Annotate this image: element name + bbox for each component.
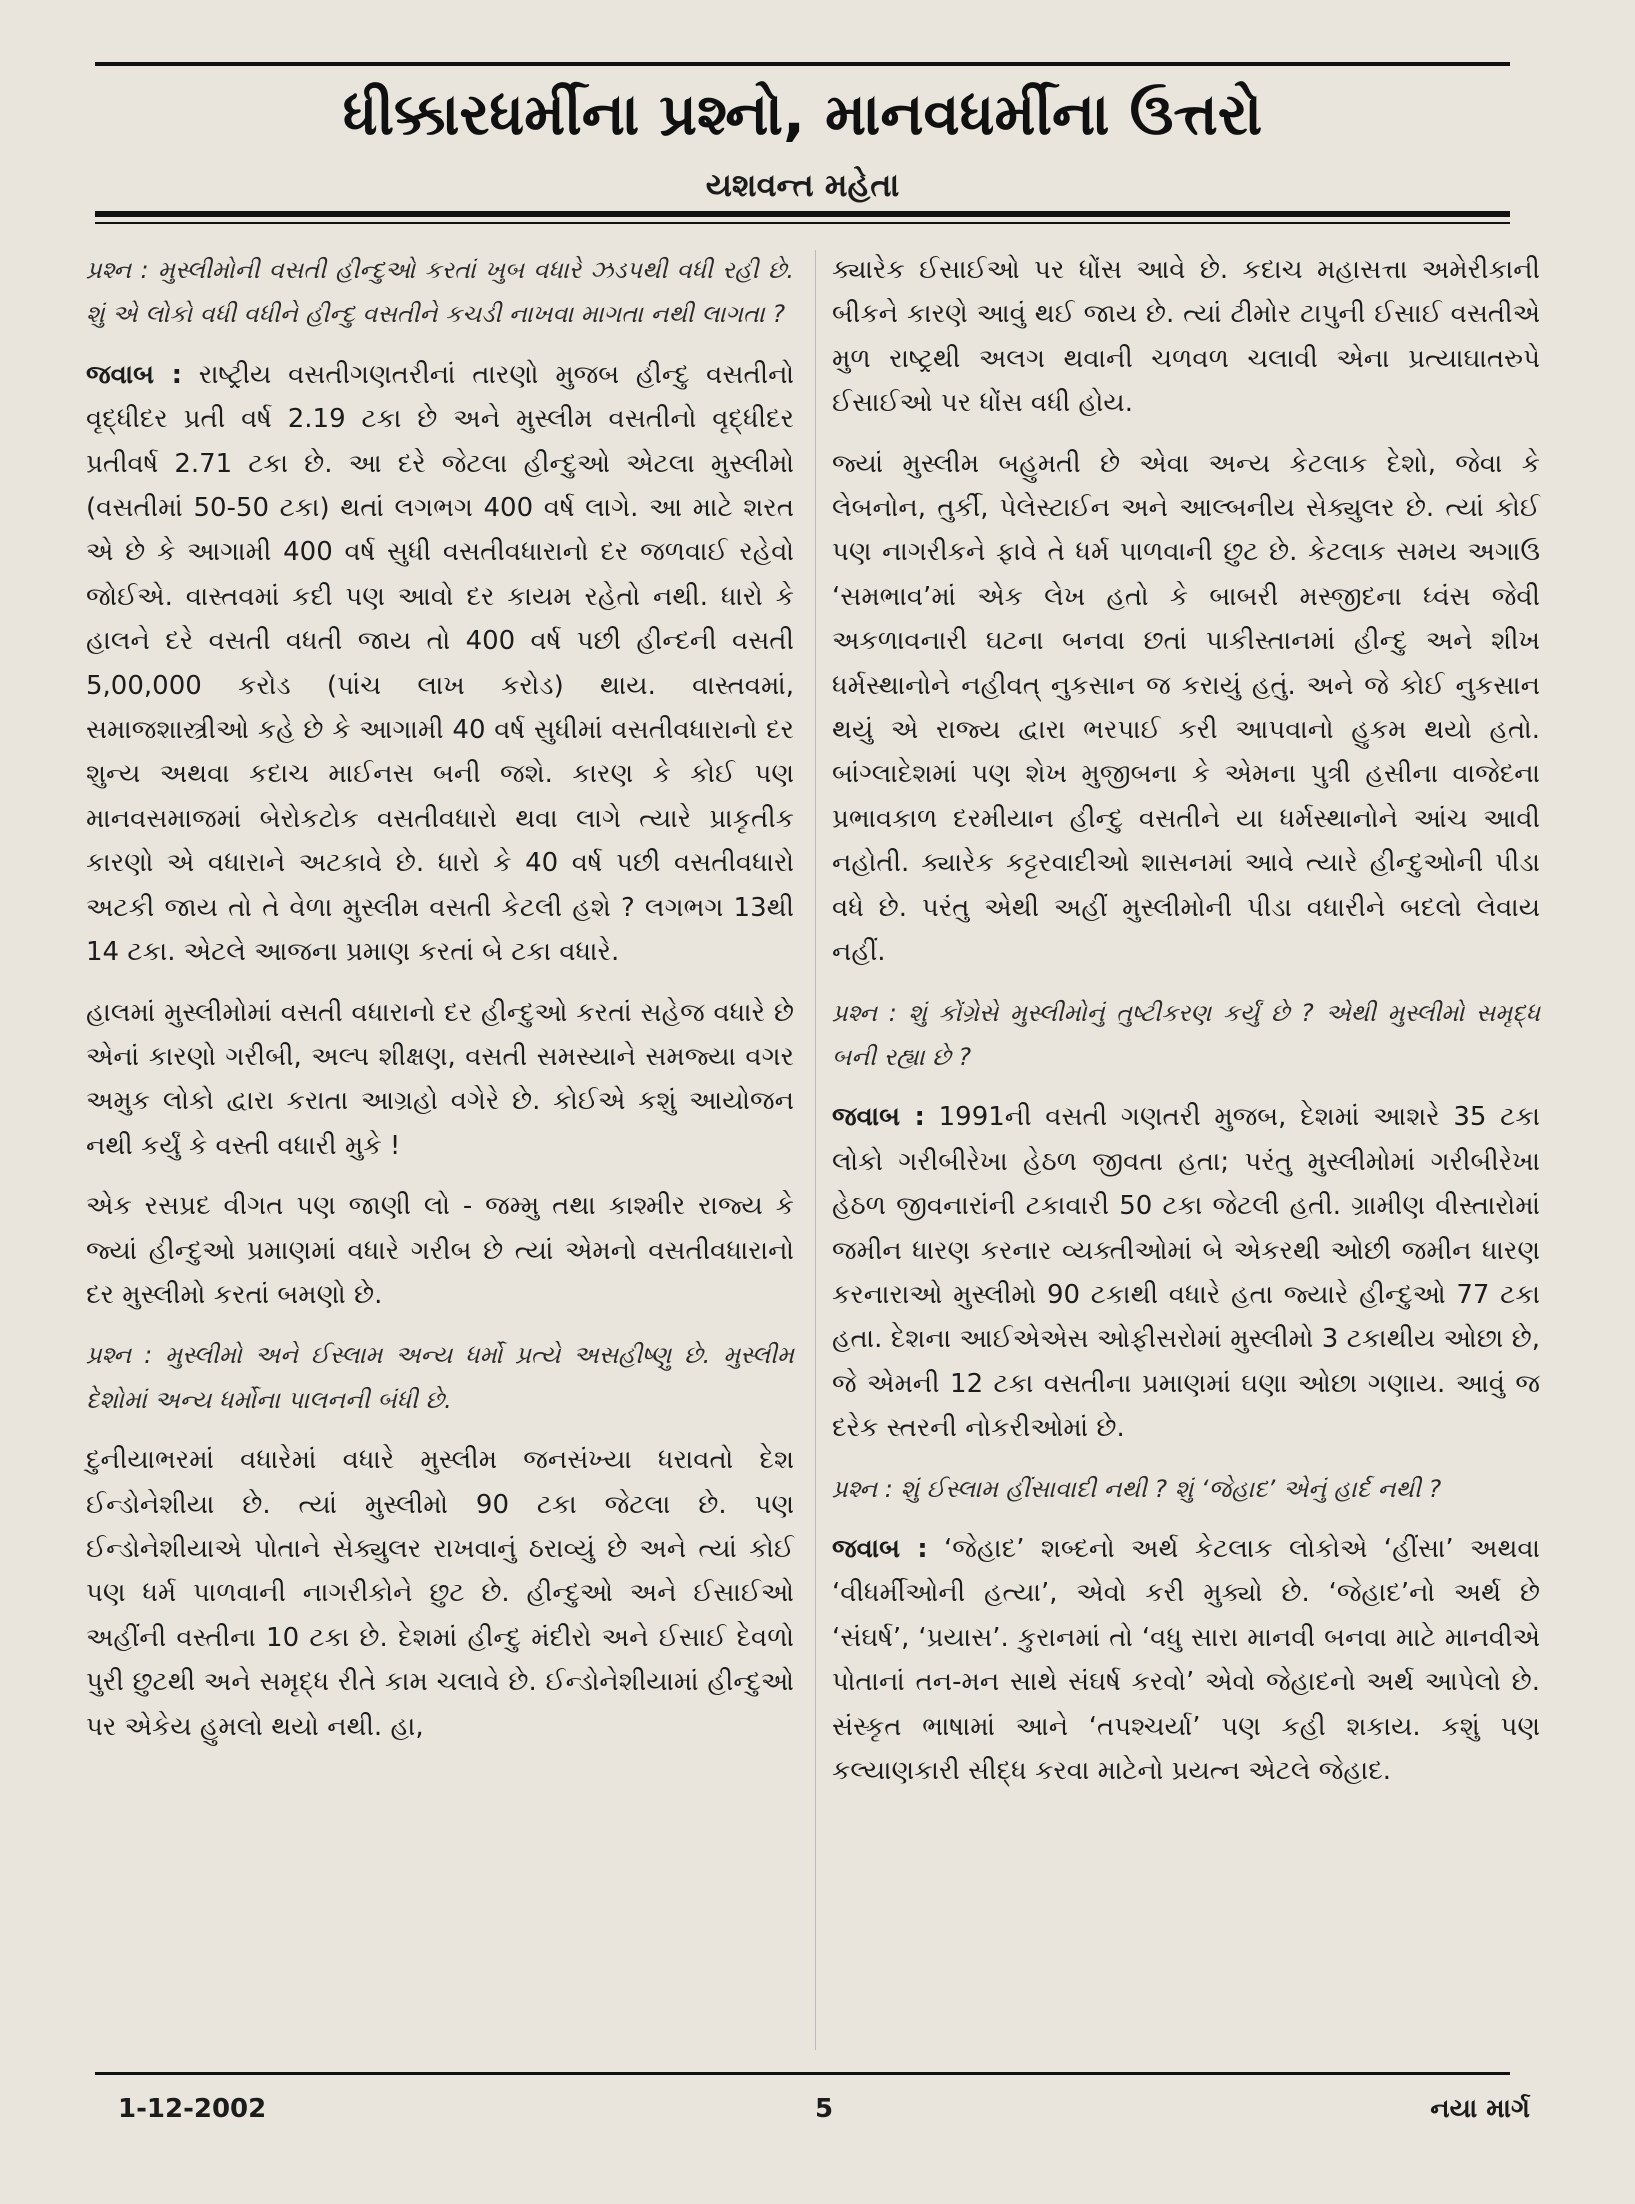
publication-name: નયા માર્ગ [1430,2094,1530,2124]
question-4: પ્રશ્ન : શું ઈસ્લામ હીંસાવાદી નથી ? શું ‘જેહાદ’ એનું હાર્દ નથી ? [832,1474,1442,1503]
answer-label: જવાબ : [86,359,183,390]
page-footer [90,2094,1530,2134]
column-divider [815,250,816,2050]
footer-rule [95,2072,1510,2075]
page-number: 5 [815,2094,834,2124]
question-3: પ્રશ્ન : શું કોંગ્રેસે મુસ્લીમોનું તુષ્ટીકરણ કર્યું છે ? એથી મુસ્લીમો સમૃદ્ધ બની રહ્યા છે ? [832,998,1540,1071]
article-title: ધીક્કારધર્મીના પ્રશ્નો, માનવધર્મીના ઉત્તરો [342,80,1263,148]
answer-3-text: 1991ની વસતી ગણતરી મુજબ, દેશમાં આશરે 35 ટકા લોકો ગરીબીરેખા હેઠળ જીવતા હતા; પરંતુ મુસ્લીમોમાં ગરીબીરેખા હેઠળ જીવનારાંની ટકાવારી 50 ટકા જેટલી હતી. ગ્રામીણ વીસ્તારોમાં જમીન ધારણ કરનાર વ્યક્તીઓમાં બે એકરથી ઓછી જમીન ધારણ કરનારાઓ મુસ્લીમો 90 ટકાથી વધારે હતા જ્યારે હીન્દુઓ 77 ટકા હતા. દેશના આઈએએસ ઓફીસરોમાં મુસ્લીમો 3 ટકાથીય ઓછા છે, જે એમની 12 ટકા વસતીના પ્રમાણમાં ઘણા ઓછા ગણાય. આવું જ દરેક સ્તરની નોકરીઓમાં છે. [832,1102,1540,1444]
answer-3 [832,1095,1540,1450]
paragraph: હાલમાં મુસ્લીમોમાં વસતી વધારાનો દર હીન્દુઓ કરતાં સહેજ વધારે છે એનાં કારણો ગરીબી, અલ્પ શીક્ષણ, વસતી સમસ્યાને સમજ્યા વગર અમુક લોકો દ્વારા કરાતા આગ્રહો વગેરે છે. કોઈએ કશું આયોજન નથી કર્યું કે વસ્તી વધારી મુકે ! [86,997,794,1161]
answer-4 [832,1527,1540,1793]
answer-label: જવાબ : [832,1102,925,1133]
right-column [832,248,1540,1809]
paragraph: એક રસપ્રદ વીગત પણ જાણી લો - જમ્મુ તથા કાશ્મીર રાજ્ય કે જ્યાં હીન્દુઓ પ્રમાણમાં વધારે ગરીબ છે ત્યાં એમનો વસતીવધારાનો દર મુસ્લીમો કરતાં બમણો છે. [86,1191,794,1310]
answer-1-text: રાષ્ટ્રીય વસતીગણતરીનાં તારણો મુજબ હીન્દુ વસતીનો વૃદ્ધીદર પ્રતી વર્ષ 2.19 ટકા છે અને મુસ્લીમ વસતીનો વૃદ્ધીદર પ્રતીવર્ષ 2.71 ટકા છે. આ દરે જેટલા હીન્દુઓ એટલા મુસ્લીમો (વસતીમાં 50-50 ટકા) થતાં લગભગ 400 વર્ષ લાગે. આ માટે શરત એ છે કે આગામી 400 વર્ષ સુધી વસતીવધારાનો દર જળવાઈ રહેવો જોઈએ. વાસ્તવમાં કદી પણ આવો દર કાયમ રહેતો નથી. ધારો કે હાલને દરે વસતી વધતી જાય તો 400 વર્ષ પછી હીન્દની વસતી 5,00,000 કરોડ (પાંચ લાખ કરોડ) થાય. વાસ્તવમાં, સમાજશાસ્ત્રીઓ કહે છે કે આગામી 40 વર્ષ સુધીમાં વસતીવધારાનો દર શુન્ય અથવા કદાચ માઈનસ બની જશે. કારણ કે કોઈ પણ માનવસમાજમાં બેરોકટોક વસતીવધારો થવા લાગે ત્યારે પ્રાકૃતીક કારણો એ વધારાને અટકાવે છે. ધારો કે 40 વર્ષ પછી વસતીવધારો અટકી જાય તો તે વેળા મુસ્લીમ વસતી કેટલી હશે ? લગભગ 13થી 14 ટકા. એટલે આજના પ્રમાણ કરતાં બે ટકા વધારે. [86,359,794,968]
paragraph: ક્યારેક ઈસાઈઓ પર ધોંસ આવે છે. કદાચ મહાસત્તા અમેરીકાની બીકને કારણે આવું થઈ જાય છે. ત્યાં ટીમોર ટાપુની ઈસાઈ વસતીએ મુળ રાષ્ટ્રથી અલગ થવાની ચળવળ ચલાવી એના પ્રત્યાઘાતરુપે ઈસાઈઓ પર ધોંસ વધી હોય. [832,255,1540,419]
top-rule [95,62,1510,66]
answer-label: જવાબ : [832,1533,928,1564]
paragraph: દુનીયાભરમાં વધારેમાં વધારે મુસ્લીમ જનસંખ્યા ધરાવતો દેશ ઈન્ડોનેશીયા છે. ત્યાં મુસ્લીમો 90 ટકા જેટલા છે. પણ ઈન્ડોનેશીયાએ પોતાને સેક્યુલર રાખવાનું ઠરાવ્યું છે અને ત્યાં કોઈ પણ ધર્મ પાળવાની નાગરીકોને છુટ છે. હીન્દુઓ અને ઈસાઈઓ અહીંની વસ્તીના 10 ટકા છે. દેશમાં હીન્દુ મંદીરો અને ઈસાઈ દેવળો પુરી છુટથી અને સમૃદ્ધ રીતે કામ ચલાવે છે. ઈન્ડોનેશીયામાં હીન્દુઓ પર એકેય હુમલો થયો નથી. હા, [86,1445,794,1742]
answer-1 [86,353,794,975]
article-author: યશવન્ત મહેતા [705,166,900,204]
question-1: પ્રશ્ન : મુસ્લીમોની વસતી હીન્દુઓ કરતાં ખુબ વધારે ઝડપથી વધી રહી છે. શું એ લોકો વધી વધીને હીન્દુ વસતીને કચડી નાખવા માગતા નથી લાગતા ? [86,256,794,329]
question-2: પ્રશ્ન : મુસ્લીમો અને ઈસ્લામ અન્ય ધર્મો પ્રત્યે અસહીષ્ણુ છે. મુસ્લીમ દેશોમાં અન્ય ધર્મોના પાલનની બંધી છે. [86,1341,794,1414]
left-column [86,248,794,1765]
answer-4-text: ‘જેહાદ’ શબ્દનો અર્થ કેટલાક લોકોએ ‘હીંસા’ અથવા ‘વીધર્મીઓની હત્યા’, એવો કરી મુક્યો છે. ‘જેહાદ’નો અર્થ છે ‘સંઘર્ષ’, ‘પ્રયાસ’. કુરાનમાં તો ‘વધુ સારા માનવી બનવા માટે માનવીએ પોતાનાં તન-મન સાથે સંઘર્ષ કરવો’ એવો જેહાદનો અર્થ આપેલો છે. સંસ્કૃત ભાષામાં આને ‘તપશ્ચર્યા’ પણ કહી શકાય. કશું પણ કલ્યાણકારી સીદ્ધ કરવા માટેનો પ્રયત્ન એટલે જેહાદ. [832,1533,1540,1786]
header-rule-thin [95,222,1510,224]
paragraph: જ્યાં મુસ્લીમ બહુમતી છે એવા અન્ય કેટલાક દેશો, જેવા કે લેબનોન, તુર્કી, પેલેસ્ટાઈન અને આલ્બનીય સેક્યુલર છે. ત્યાં કોઈ પણ નાગરીકને ફાવે તે ધર્મ પાળવાની છુટ છે. કેટલાક સમય અગાઉ ‘સમભાવ’માં એક લેખ હતો કે બાબરી મસ્જીદના ધ્વંસ જેવી અકળાવનારી ઘટના બનવા છતાં પાકીસ્તાનમાં હીન્દુ અને શીખ ધર્મસ્થાનોને નહીવત્ નુકસાન જ કરાયું હતું. અને જે કોઈ નુકસાન થયું એ રાજ્ય દ્વારા ભરપાઈ કરી આપવાનો હુકમ થયો હતો. બાંગ્લાદેશમાં પણ શેખ મુજીબના કે એમના પુત્રી હસીના વાજેદના પ્રભાવકાળ દરમીયાન હીન્દુ વસતીને યા ધર્મસ્થાનોને આંચ આવી નહોતી. ક્યારેક કટ્ટરવાદીઓ શાસનમાં આવે ત્યારે હીન્દુઓની પીડા વધે છે. પરંતુ એથી અહીં મુસ્લીમોની પીડા વધારીને બદલો લેવાય નહીં. [832,448,1540,968]
header-rule-thick [95,211,1510,217]
issue-date: 1-12-2002 [118,2094,267,2124]
